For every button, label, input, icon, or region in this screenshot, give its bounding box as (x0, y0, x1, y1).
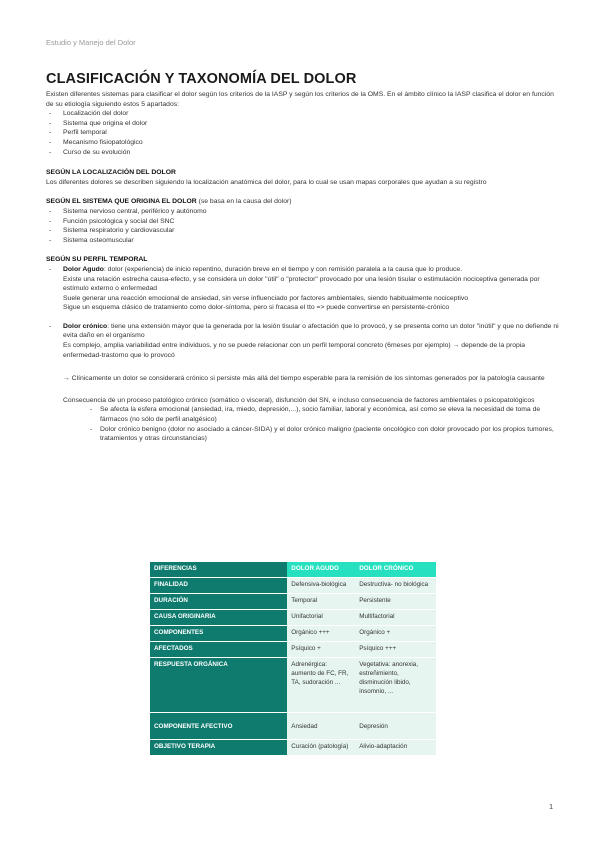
intro-paragraph: Existen diferentes sistemas para clasificar el dolor según los criterios de la IASP y según los criterios de la OMS. En el ámbito clínico la IASP clasifica el dolor en función de su etiología siguiendo estos 5 apartados: (46, 91, 554, 108)
list-item-dolor-cronico: - Dolor crónico: tiene una extensión mayor que la generada por la lesión tisular o afectación que lo provocó, y se presenta como un dolor "inútil" y que no defiende ni evita daño en el organismo Es complejo, amplia variabilidad entre individuos, y no se puede relacionar con un perfil temporal concreto (6meses por ejemplo) → depende de la propia enfermedad-trastorno que lo provocó (46, 322, 562, 360)
list-item: - Función psicológica y social del SNC (46, 217, 562, 227)
table-row: DIFERENCIAS DOLOR AGUDO DOLOR CRÓNICO (150, 562, 436, 578)
consecuencia-paragraph: Consecuencia de un proceso patológico crónico (somático o visceral), disfunción del SN, e incluso consecuencia de factores ambientales o psicopatológicos (63, 396, 535, 404)
localizacion-paragraph: Los diferentes dolores se describen siguiendo la localización anatómica del dolor, para lo cual se usan mapas corporales que ayudan a su registro (46, 178, 487, 186)
temporal-list-cronico (46, 322, 562, 360)
list-item: - Sistema respiratorio y cardiovascular (46, 226, 562, 236)
table-row: COMPONENTE AFECTIVO Ansiedad Depresión (150, 713, 436, 740)
table-row: AFECTADOS Psíquico + Psíquico +++ (150, 642, 436, 658)
table-row: OBJETIVO TERAPIA Curación (patología) Alivio-adaptación (150, 740, 436, 756)
page-number: 1 (549, 802, 554, 811)
list-item: - Sistema que origina el dolor (46, 119, 562, 129)
cronico-note: → Clínicamente un dolor se considerará crónico si persiste más allá del tiempo esperable para la remisión de los síntomas generados por la patología causante (63, 375, 545, 383)
sistema-list (46, 207, 562, 245)
table-row: DURACIÓN Temporal Persistente (150, 594, 436, 610)
section-heading-temporal: SEGÚN SU PERFIL TEMPORAL (46, 256, 148, 264)
list-item: - Dolor crónico benigno (dolor no asociado a cáncer-SIDA) y el dolor crónico maligno (paciente oncológico con dolor provocado por los propios tumores, tratamientos y otras circunstancias) (90, 425, 562, 444)
list-item: - Se afecta la esfera emocional (ansiedad, ira, miedo, depresión,...), socio familiar, laboral y económica, así como se eleva la necesidad de toma de fármacos (no sólo de perfil analgésico) (90, 405, 562, 424)
document-body (46, 90, 562, 444)
table-row: RESPUESTA ORGÁNICA Adrenérgica: aumento de FC, FR, TA, sudoración ... Vegetativa: anorexia, estreñimiento, disminución libido, insomnio, ... (150, 658, 436, 713)
differences-table (150, 562, 436, 756)
section-heading-sistema: SEGÚN EL SISTEMA QUE ORIGINA EL DOLOR (se basa en la causa del dolor) (46, 198, 292, 206)
list-item: - Localización del dolor (46, 109, 562, 119)
table-row: FINALIDAD Defensiva-biológica Destructiva- no biológica (150, 578, 436, 594)
consecuencia-list (46, 405, 562, 443)
section-heading-localizacion: SEGÚN LA LOCALIZACIÓN DEL DOLOR (46, 169, 176, 177)
list-item: - Sistema osteomuscular (46, 236, 562, 246)
list-item-dolor-agudo: - Dolor Agudo: dolor (experiencia) de inicio repentino, duración breve en el tiempo y con remisión paralela a la causa que lo produce. Existe una relación estrecha causa-efecto, y se considera un dolor "útil" o "protector" provocado por una lesión tisular o estimulación nociceptiva generada por estímulo externo o enfermedad Suele generar una reacción emocional de ansiedad, sin verse influenciado por factores ambientales, siendo habitualmente nociceptivo Sigue un esquema clásico de tratamiento como dolor-síntoma, pero si fracasa el tto => puede convertirse en persistente-crónico (46, 265, 562, 313)
table-row: CAUSA ORIGINARIA Unifactorial Multifactorial (150, 610, 436, 626)
list-item: - Sistema nervioso central, periférico y autónomo (46, 207, 562, 217)
list-item: - Curso de su evolución (46, 148, 562, 158)
page-title: CLASIFICACIÓN Y TAXONOMÍA DEL DOLOR (46, 71, 357, 87)
list-item: - Mecanismo fisiopatológico (46, 138, 562, 148)
page-header: Estudio y Manejo del Dolor (46, 38, 136, 47)
list-item: - Perfil temporal (46, 128, 562, 138)
criteria-list (46, 109, 562, 157)
temporal-list (46, 265, 562, 313)
table-row: COMPONENTES Orgánico +++ Orgánico + (150, 626, 436, 642)
